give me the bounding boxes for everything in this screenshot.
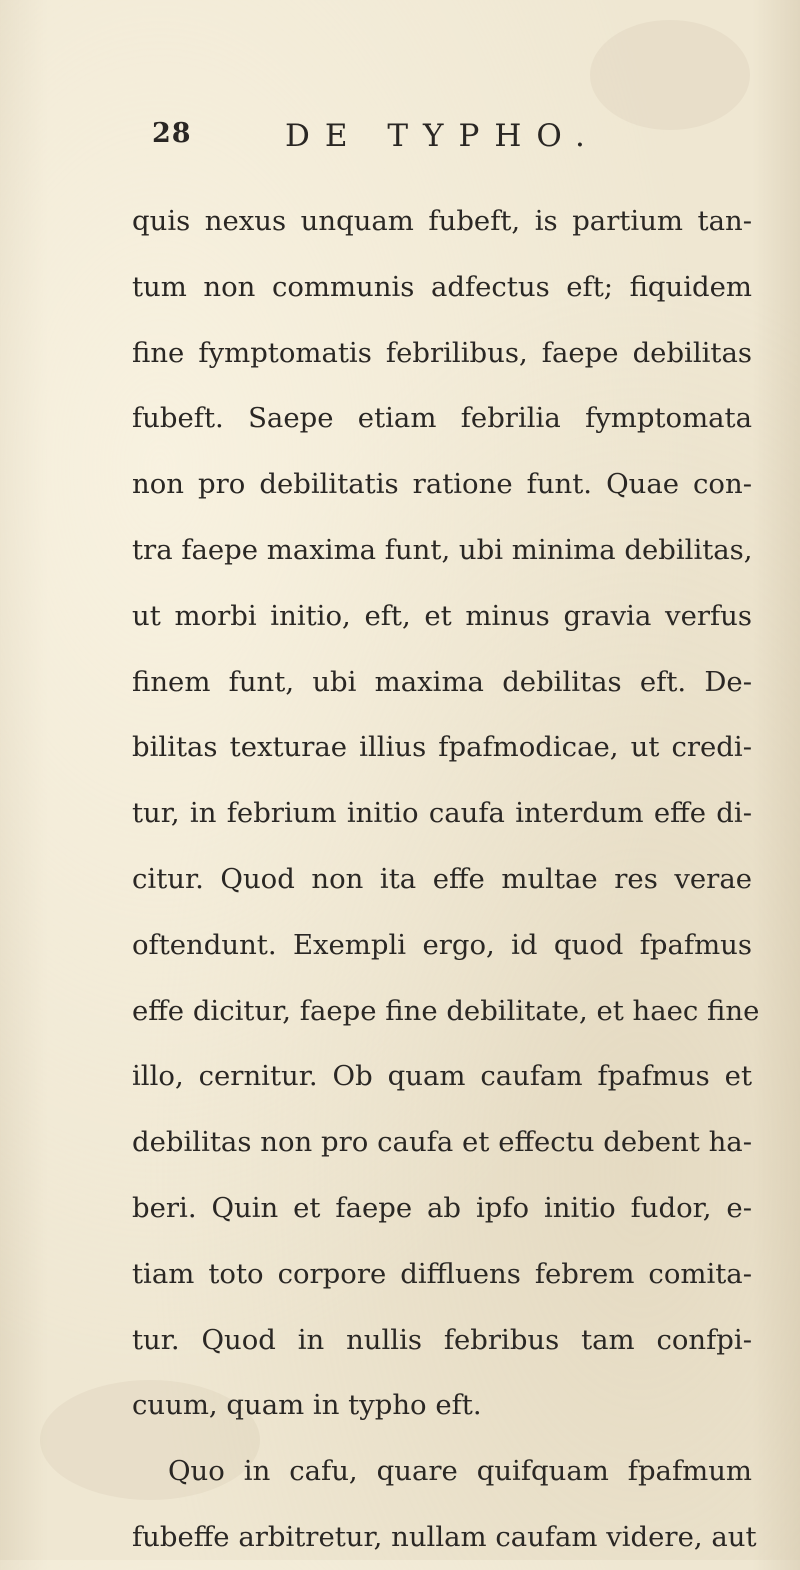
text-line: debilitas non pro caufa et effectu debent ha- <box>132 1126 752 1159</box>
text-line: oftendunt. Exempli ergo, id quod fpafmus <box>132 928 752 961</box>
text-line: fine fymptomatis febrilibus, faepe debilitas <box>132 336 752 369</box>
text-line: tur, in febrium initio caufa interdum effe di- <box>132 797 752 830</box>
text-line: cuum, quam in typho eft. <box>132 1389 482 1422</box>
text-line: fubeft. Saepe etiam febrilia fymptomata <box>132 402 752 435</box>
text-line: effe dicitur, faepe fine debilitate, et haec fine <box>132 994 760 1027</box>
text-line: tiam toto corpore diffluens febrem comita- <box>132 1257 752 1290</box>
text-line: quis nexus unquam fubeft, is partium tan- <box>132 205 752 237</box>
text-line: beri. Quin et faepe ab ipfo initio fudor, e- <box>132 1191 752 1224</box>
body-text <box>132 188 760 1570</box>
running-head <box>152 118 672 168</box>
text-line: tum non communis adfectus eft; fiquidem <box>132 270 752 303</box>
text-line: finem funt, ubi maxima debilitas eft. De- <box>132 665 752 698</box>
text-line: Quo in cafu, quare quifquam fpafmum <box>168 1455 752 1488</box>
text-line: bilitas texturae illius fpafmodicae, ut credi- <box>132 731 752 764</box>
running-title: DE TYPHO. <box>285 118 600 154</box>
paper-stain <box>590 20 750 130</box>
page-number: 28 <box>152 118 192 149</box>
text-line: non pro debilitatis ratione funt. Quae con- <box>132 468 752 501</box>
text-line: ut morbi initio, eft, et minus gravia verfus <box>132 599 752 632</box>
text-line: fubeffe arbitretur, nullam caufam videre, aut <box>132 1520 757 1553</box>
text-line: citur. Quod non ita effe multae res verae <box>132 862 752 895</box>
text-line: tur. Quod in nullis febribus tam confpi- <box>132 1323 752 1356</box>
text-line: illo, cernitur. Ob quam caufam fpafmus et <box>132 1060 752 1093</box>
text-line: tra faepe maxima funt, ubi minima debilitas, <box>132 533 753 566</box>
